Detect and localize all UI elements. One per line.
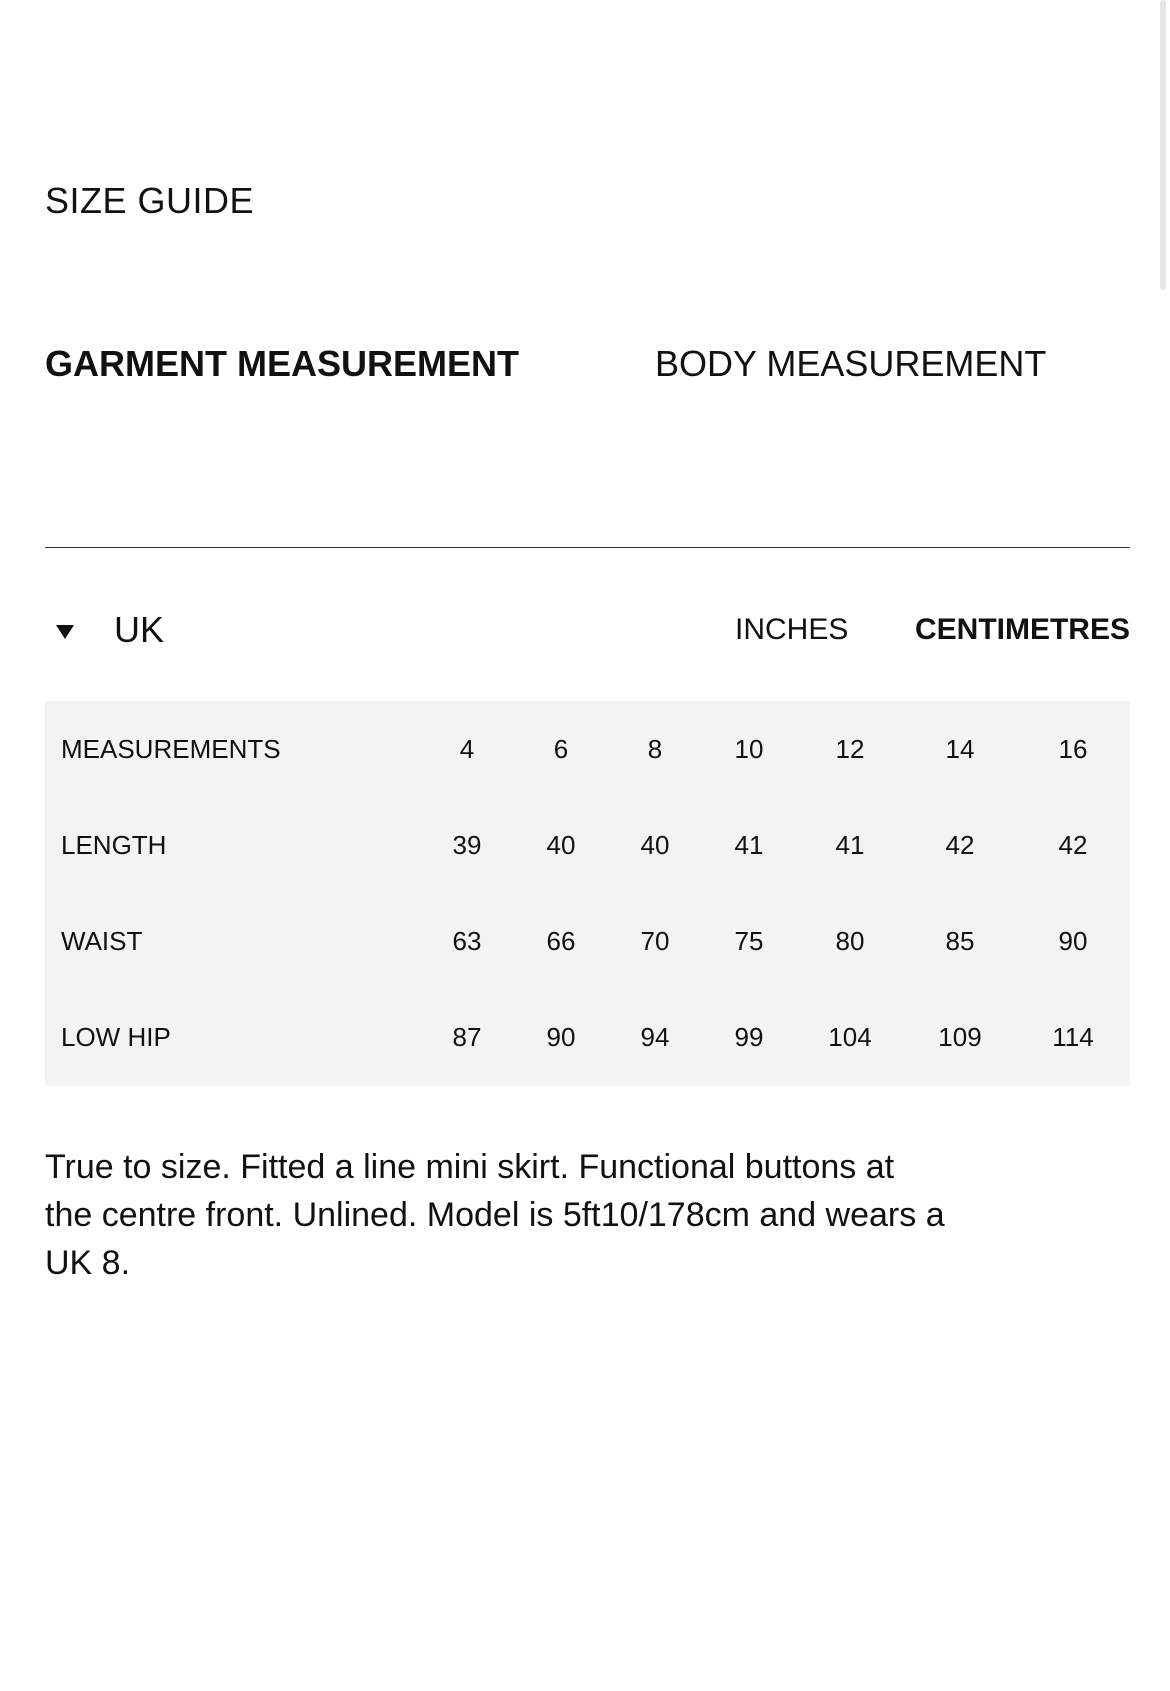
table-cell: 42 — [1058, 829, 1088, 860]
region-dropdown[interactable] — [56, 608, 164, 652]
unit-centimetres-toggle[interactable]: CENTIMETRES — [914, 613, 1130, 646]
size-header-cell: 10 — [734, 733, 764, 764]
row-label: LOW HIP — [61, 1022, 171, 1053]
size-header-cell: 16 — [1058, 733, 1088, 764]
size-header-cell: 8 — [647, 733, 663, 764]
table-cell: 90 — [546, 1022, 576, 1053]
size-header-cell: 14 — [945, 733, 975, 764]
table-cell: 41 — [734, 829, 764, 860]
table-cell: 63 — [452, 926, 482, 957]
table-cell: 39 — [452, 829, 482, 860]
table-cell: 40 — [640, 829, 670, 860]
table-cell: 41 — [835, 829, 865, 860]
table-cell: 99 — [734, 1022, 764, 1053]
table-cell: 66 — [546, 926, 576, 957]
region-selected-label: UK — [114, 609, 165, 650]
unit-inches-toggle[interactable]: INCHES — [735, 613, 849, 646]
size-table — [45, 701, 1130, 1086]
tab-body-measurement[interactable]: BODY MEASUREMENT — [655, 343, 1047, 384]
tab-garment-measurement[interactable]: GARMENT MEASUREMENT — [45, 343, 519, 384]
table-header-label: MEASUREMENTS — [61, 733, 281, 764]
table-cell: 104 — [828, 1022, 872, 1053]
table-cell: 114 — [1052, 1022, 1094, 1053]
table-row-waist — [45, 894, 1130, 990]
table-cell: 70 — [640, 926, 670, 957]
table-cell: 109 — [938, 1022, 982, 1053]
row-label: LENGTH — [61, 829, 167, 860]
size-header-cell: 4 — [459, 733, 475, 764]
fit-description: True to size. Fitted a line mini skirt. Functional buttons at the centre front. Unlined. Model is 5ft10/178cm and wears a UK 8. — [45, 1148, 945, 1282]
table-cell: 80 — [835, 926, 865, 957]
page-title: SIZE GUIDE — [45, 180, 255, 222]
size-header-cell: 12 — [835, 733, 865, 764]
table-cell: 40 — [546, 829, 576, 860]
row-label: WAIST — [61, 926, 143, 957]
table-cell: 42 — [945, 829, 975, 860]
size-header-cell: 6 — [553, 733, 569, 764]
table-row-length — [45, 797, 1130, 893]
table-cell: 94 — [640, 1022, 670, 1053]
table-cell: 75 — [734, 926, 764, 957]
table-cell: 87 — [452, 1022, 482, 1053]
divider — [45, 547, 1130, 548]
table-cell: 85 — [945, 926, 975, 957]
table-header-row — [45, 701, 1130, 797]
table-row-low-hip — [45, 990, 1130, 1086]
caret-down-icon — [56, 625, 74, 639]
scrollbar[interactable] — [1160, 0, 1166, 290]
table-cell: 90 — [1058, 926, 1088, 957]
